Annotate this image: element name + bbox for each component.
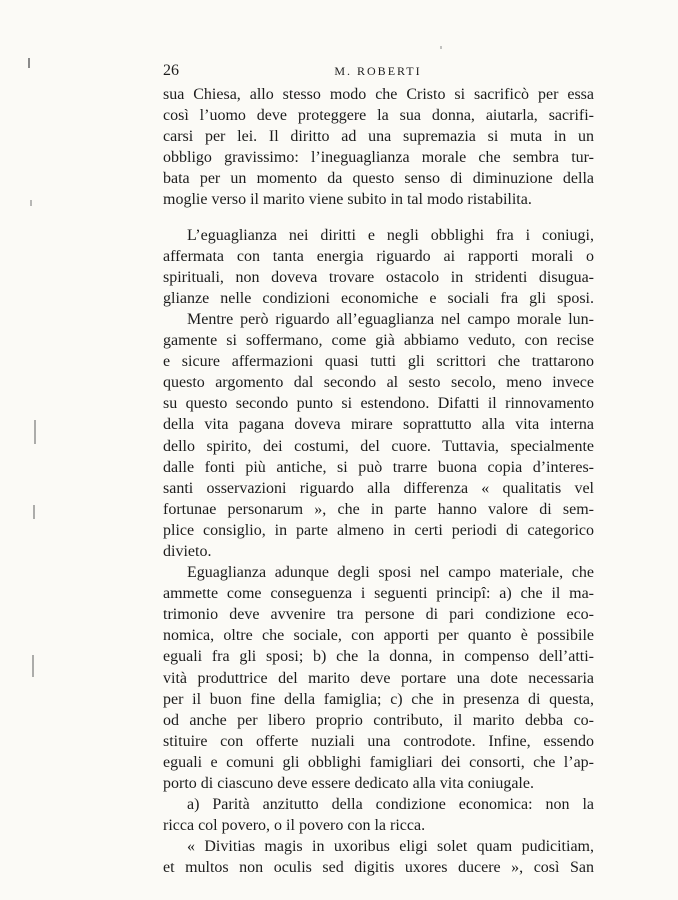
paragraph (163, 836, 594, 878)
running-head: M. ROBERTI (334, 64, 422, 78)
text-line: su questo secondo punto si estendono. Difatti il rinnovamento (163, 395, 594, 413)
text-line: ricca col povero, o il povero con la ricca. (163, 817, 426, 835)
scan-mark (30, 200, 32, 206)
text-line: L’eguaglianza nei diritti e negli obblighi fra i coniugi, (187, 226, 594, 244)
text-line: eguali fra gli sposi; b) che la donna, in compenso dell’atti- (163, 648, 594, 666)
text-line: così l’uomo deve proteggere la sua donna, aiutarla, sacrifi- (163, 107, 594, 125)
paragraph (163, 225, 594, 309)
text-line: fortunae personarum », che in parte hanno valore di sem- (163, 500, 594, 518)
text-line: obbligo gravissimo: l’ineguaglianza morale che sembra tur- (163, 149, 594, 167)
text-line: porto di ciascuno deve essere dedicato alla vita coniugale. (163, 775, 534, 792)
text-line: dalle fonti più antiche, si può trarre buona copia d’interes- (163, 458, 594, 476)
text-line: Eguaglianza adunque degli sposi nel campo materiale, che (187, 564, 594, 582)
text-line: gamente si soffermano, come già abbiamo veduto, con recise (163, 332, 594, 350)
text-line: « Divitias magis in uxoribus eligi solet quam pudicitiam, (187, 838, 594, 856)
page-header (163, 62, 593, 82)
paragraph (163, 84, 594, 211)
text-line: stituire con offerte nuziali una controdote. Infine, essendo (163, 732, 594, 750)
text-line: Mentre però riguardo all’eguaglianza nel campo morale lun- (187, 310, 594, 328)
text-line: spirituali, non doveva trovare ostacolo in stridenti disugua- (163, 268, 594, 286)
text-line: bata per un momento da questo senso di diminuzione della (163, 170, 594, 188)
scan-mark (34, 420, 36, 444)
paragraph (163, 309, 594, 562)
scan-mark (440, 46, 442, 49)
text-line: carsi per lei. Il diritto ad una supremazia si muta in un (163, 128, 594, 146)
scan-mark (28, 58, 30, 68)
text-line: moglie verso il marito viene subito in tal modo ristabilita. (163, 191, 532, 209)
text-line: e sicure affermazioni quasi tutti gli scrittori che trattarono (163, 353, 594, 371)
text-line: santi osservazioni riguardo alla differenza « qualitatis vel (163, 479, 594, 497)
text-line: vità produttrice del marito deve portare una dote necessaria (163, 669, 594, 687)
text-line: divieto. (163, 542, 212, 560)
text-line: od anche per libero proprio contributo, il marito debba co- (163, 711, 594, 729)
text-line: glianze nelle condizioni economiche e sociali fra gli sposi. (163, 289, 594, 307)
text-line: dello spirito, dei costumi, del cuore. Tuttavia, specialmente (163, 437, 594, 455)
scan-mark (33, 505, 35, 519)
page-number: 26 (163, 62, 179, 79)
text-line: questo argomento dal secondo al sesto secolo, meno invece (163, 374, 594, 392)
text-line: nomica, oltre che sociale, con apporti per quanto è possibile (163, 627, 594, 645)
text-line: per il buon fine della famiglia; c) che in presenza di questa, (163, 690, 594, 708)
text-line: plice consiglio, in parte almeno in certi periodi di categorico (163, 521, 594, 539)
section-break (163, 211, 594, 225)
body-text (163, 84, 594, 878)
text-line: affermata con tanta energia riguardo ai rapporti morali o (163, 247, 594, 265)
text-line: et multos non oculis sed digitis uxores ducere », così San (163, 859, 594, 877)
paragraph (163, 562, 594, 794)
text-line: sua Chiesa, allo stesso modo che Cristo si sacrificò per essa (163, 86, 594, 103)
text-line: ammette come conseguenza i seguenti principî: a) che il ma- (163, 585, 594, 603)
paragraph (163, 794, 594, 836)
text-line: della vita pagana doveva mirare soprattutto alla vita interna (163, 416, 594, 434)
scan-mark (32, 655, 34, 677)
text-line: eguali e comuni gli obblighi famigliari dei consorti, che l’ap- (163, 753, 594, 771)
text-line: a) Parità anzitutto della condizione economica: non la (187, 796, 594, 814)
text-line: trimonio deve avvenire tra persone di pari condizione eco- (163, 606, 594, 624)
